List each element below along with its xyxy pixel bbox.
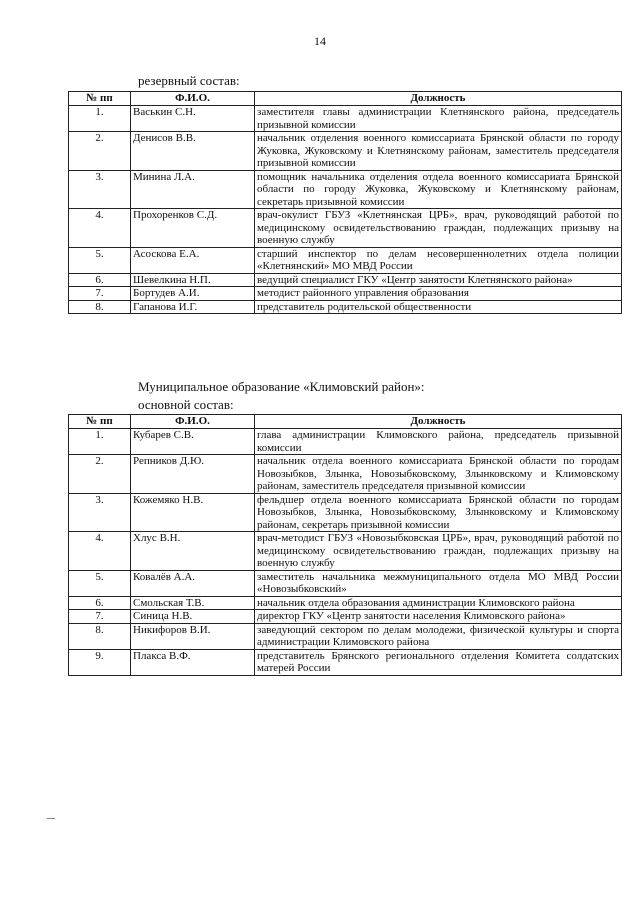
row-number: 3. [69,170,131,209]
row-position: начальник отдела образования администрации Климовского района [255,596,622,610]
row-number: 1. [69,106,131,132]
row-number: 6. [69,273,131,287]
row-name: Смольская Т.В. [131,596,255,610]
row-number: 7. [69,610,131,624]
table-row [69,570,622,596]
row-number: 4. [69,532,131,571]
row-position: заведующий сектором по делам молодежи, физической культуры и спорта администрации Климовского района [255,623,622,649]
margin-mark [47,818,55,819]
row-number: 2. [69,455,131,494]
row-name: Шевелкина Н.П. [131,273,255,287]
row-number: 6. [69,596,131,610]
column-header-position: Должность [255,92,622,106]
row-name: Никифоров В.И. [131,623,255,649]
table-row [69,610,622,624]
table-row [69,287,622,301]
row-position: глава администрации Климовского района, председатель призывной комиссии [255,429,622,455]
municipality-heading: Муниципальное образование «Климовский район»: [138,379,425,394]
row-name: Синица Н.В. [131,610,255,624]
column-header-number: № пп [69,92,131,106]
row-name: Ковалёв А.А. [131,570,255,596]
row-number: 4. [69,209,131,248]
row-number: 2. [69,132,131,171]
table-row [69,170,622,209]
table-row [69,132,622,171]
table-row [69,273,622,287]
table-row [69,209,622,248]
row-number: 9. [69,649,131,675]
row-number: 1. [69,429,131,455]
row-number: 7. [69,287,131,301]
row-number: 8. [69,623,131,649]
main-composition-heading: основной состав: [138,397,234,412]
row-name: Гапанова И.Г. [131,300,255,314]
table-row [69,596,622,610]
row-number: 3. [69,493,131,532]
row-position: представитель родительской общественности [255,300,622,314]
row-position: начальник отдела военного комиссариата Брянской области по городам Новозыбков, Злынка, Новозыбковскому, Злынковскому и Климовскому районам, заместитель председателя призывной комиссии [255,455,622,494]
row-name: Репников Д.Ю. [131,455,255,494]
table-row [69,623,622,649]
page-number: 14 [314,34,326,48]
row-position: врач-методист ГБУЗ «Новозыбковская ЦРБ», врач, руководящий работой по медицинскому освидетельствованию граждан, подлежащих призыву на военную службу [255,532,622,571]
column-header-name: Ф.И.О. [131,92,255,106]
row-position: заместителя главы администрации Клетнянского района, председатель призывной комиссии [255,106,622,132]
column-header-name: Ф.И.О. [131,415,255,429]
table-row [69,300,622,314]
row-name: Кожемяко Н.В. [131,493,255,532]
reserve-table [68,91,622,314]
table-header-row [69,92,622,106]
row-position: представитель Брянского регионального отделения Комитета солдатских матерей России [255,649,622,675]
table-row [69,429,622,455]
column-header-number: № пп [69,415,131,429]
row-name: Минина Л.А. [131,170,255,209]
row-name: Асоскова Е.А. [131,247,255,273]
row-name: Денисов В.В. [131,132,255,171]
row-number: 5. [69,570,131,596]
table-row [69,532,622,571]
row-name: Васькин С.Н. [131,106,255,132]
row-position: начальник отделения военного комиссариата Брянской области по городу Жуковка, Жуковскому и Клетнянскому районам, заместитель председателя призывной комиссии [255,132,622,171]
row-number: 8. [69,300,131,314]
row-position: помощник начальника отделения отдела военного комиссариата Брянской области по городу Жуковка, Жуковскому и Клетнянскому районам, секретарь призывной комиссии [255,170,622,209]
row-name: Бортудев А.И. [131,287,255,301]
table-header-row [69,415,622,429]
row-position: фельдшер отдела военного комиссариата Брянской области по городам Новозыбков, Злынка, Новозыбковскому, Злынковскому и Климовскому районам, секретарь призывной комиссии [255,493,622,532]
main-table [68,414,622,676]
row-name: Прохоренков С.Д. [131,209,255,248]
row-number: 5. [69,247,131,273]
table-row [69,247,622,273]
row-position: ведущий специалист ГКУ «Центр занятости Клетнянского района» [255,273,622,287]
row-position: заместитель начальника межмуниципального отдела МО МВД России «Новозыбковский» [255,570,622,596]
row-position: врач-окулист ГБУЗ «Клетнянская ЦРБ», врач, руководящий работой по медицинскому освидетельствованию граждан, подлежащих призыву на военную службу [255,209,622,248]
table-row [69,649,622,675]
row-position: старший инспектор по делам несовершеннолетних отдела полиции «Клетнянский» МО МВД России [255,247,622,273]
table-row [69,493,622,532]
row-position: методист районного управления образования [255,287,622,301]
column-header-position: Должность [255,415,622,429]
row-name: Хлус В.Н. [131,532,255,571]
table-row [69,455,622,494]
table-row [69,106,622,132]
row-name: Кубарев С.В. [131,429,255,455]
reserve-heading: резервный состав: [138,73,240,88]
row-name: Плакса В.Ф. [131,649,255,675]
row-position: директор ГКУ «Центр занятости населения Климовского района» [255,610,622,624]
